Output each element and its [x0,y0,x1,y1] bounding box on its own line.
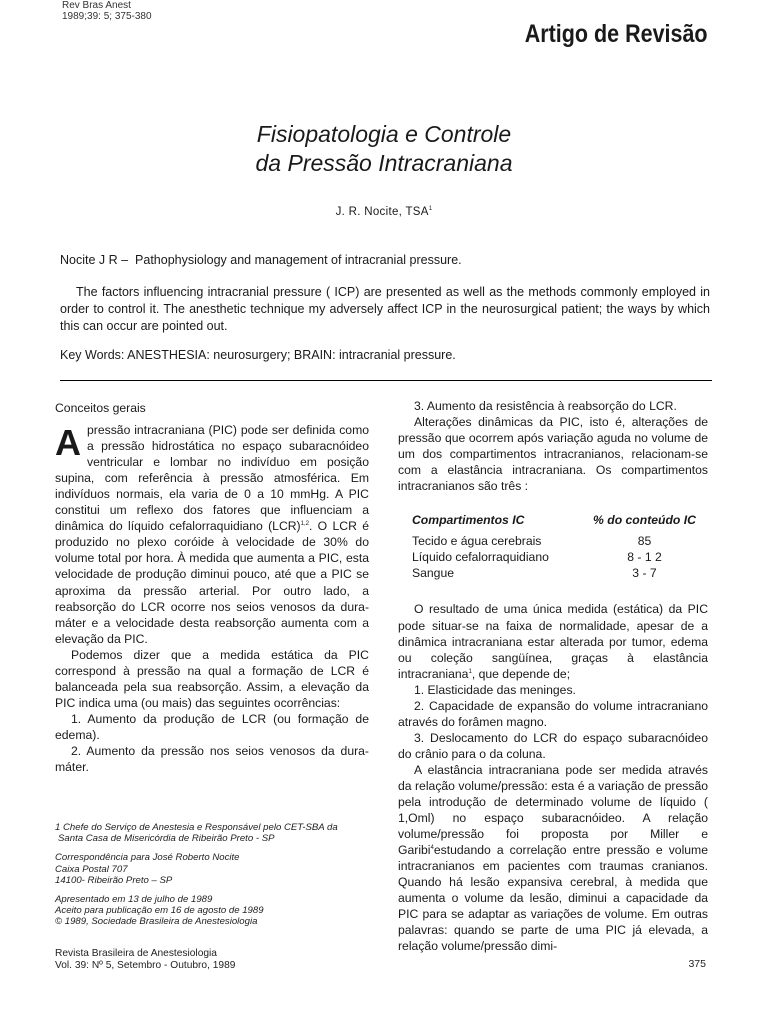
intro-text-a: pressão intracraniana (PIC) pode ser definida como a pressão hidrostática no espaço subaracnóideo ventricular e lombar no indivíduo em posição supina, com referência à pressão atmosférica. Em indivíduos normais, ela varia de 0 a 10 mmHg. A PIC constitui um reflexo dos fatores que influenciam a dinâmica do líquido cefalorraquidiano (LCR) [55,423,369,534]
compartments-table [412,512,697,581]
correspondence-line: 14100- Ribeirão Preto – SP [55,874,173,886]
paragraph: Alterações dinâmicas da PIC, isto é, alterações de pressão que ocorrem após variação aguda no volume de um dos compartimentos intracranianos, relacionam-se com a elastância intracraniana. Os compartimentos intracranianos são três : [398,415,708,494]
list-item: 1. Elasticidade das meninges. [414,682,576,697]
journal-abbrev: Rev Bras Anest [62,0,131,11]
table-cell: Sangue [412,566,455,581]
citation-title: Pathophysiology and management of intracranial pressure. [135,253,462,267]
author-line [0,206,768,218]
correspondence-line: Correspondência para José Roberto Nocite [55,852,240,864]
list-item: 2. Capacidade de expansão do volume intracraniano através do forâmen magno. [398,698,708,729]
list-item: 1. Aumento da produção de LCR (ou formação de edema). [55,711,369,742]
table-row [412,565,697,581]
author-name: J. R. Nocite, TSA [335,206,429,218]
citation-author: Nocite J R – [60,253,129,267]
dates-line: Apresentado em 13 de julho de 1989 [55,894,213,906]
paragraph-text-a: O resultado de uma única medida (estática) da PIC pode situar-se na faixa de normalidade, apesar de a dinâmica intracraniana estar alterada por tumor, edema ou coleção sangüínea, graças à elastância intracraniana [398,602,708,681]
footnotes [55,822,355,928]
affiliation-footnote-cont: Santa Casa de Misericórdia de Ribeirão Preto - SP [58,833,275,845]
intro-text-b: . O LCR é produzido no plexo coróide à velocidade de 30% do volume total por hora. À medida que aumenta a PIC, esta velocidade de produção diminui pouco, até que a PIC se aproxima da pressão arterial. Por outro lado, a reabsorção do LCR ocorre nos seios venosos da dura-máter e a velocidade desta reabsorção aumenta com a elevação da PIC. [55,519,369,646]
drop-cap: A [55,422,81,464]
article-title [0,120,768,178]
dates-line: Aceito para publicação em 16 de agosto de 1989 [55,905,264,917]
paragraph-text-a: A elastância intracraniana pode ser medida através da relação volume/pressão: esta é a variação de pressão pela introdução de determinado volume de líquido ( 1,Oml) no espaço subaracnóideo. A relação volume/pressão foi proposta por Miller e Garibi [398,762,708,858]
list-item: 2. Aumento da pressão nos seios venosos da dura-máter. [55,743,369,775]
table-header: Compartimentos IC [412,513,525,528]
right-column [398,398,708,955]
paragraph: Podemos dizer que a medida estática da PIC correspond à pressão na qual a formação de LCR é balanceada pela sua reabsorção. Assim, a elevação da PIC indica uma (ou mais) das seguintes ocorrências: [55,647,369,710]
table-header: % do conteúdo IC [593,513,696,528]
paragraph [398,762,708,955]
abstract-citation [60,252,710,269]
paragraph [398,601,708,681]
journal-volume: 1989;39: 5; 375-380 [62,11,152,22]
table-cell: Líquido cefalorraquidiano [412,550,549,565]
section-label: Artigo de Revisão [525,20,708,48]
journal-reference [62,0,152,22]
author-footnote-mark: 1 [428,206,433,213]
page-number: 375 [688,958,706,970]
abstract-keywords: Key Words: ANESTHESIA: neurosurgery; BRAIN: intracranial pressure. [60,348,456,362]
left-column [55,400,369,775]
abstract-body: The factors influencing intracranial pressure ( ICP) are presented as well as the methods commonly employed in order to control it. The anesthetic technique my adversely affect ICP in the neurosurgical patient; the ways by which this can occur are pointed out. [60,285,710,333]
affiliation-footnote: 1 Chefe do Serviço de Anestesia e Responsável pelo CET-SBA da [55,822,338,833]
footer-journal-issue: Vol. 39: Nº 5, Setembro - Outubro, 1989 [55,959,236,971]
paragraph-text-b: estudando a correlação entre pressão e volume intracranianos em pacientes com traumas cranianos. Quando há lesão expansiva cerebral, à medida que aumenta o volume da lesão, diminui a capacidade da PIC para se adaptar as variações de volume. Em outras palavras: quando se parte de uma PIC já elevada, a relação volume/pressão dimi- [398,843,708,954]
table-row [412,533,697,549]
footer-journal [55,948,235,971]
title-line-2: da Pressão Intracraniana [255,150,513,176]
section-divider [60,380,712,381]
citation-mark: 1 [468,668,472,675]
section-heading: Conceitos gerais [55,401,146,415]
intro-paragraph [55,422,369,647]
table-cell: 8 - 1 2 [627,550,662,565]
table-header-row [412,512,697,528]
table-cell: 3 - 7 [632,566,657,581]
table-cell: 85 [637,534,652,549]
copyright-line: © 1989, Sociedade Brasileira de Anestesiologia [55,916,258,928]
citation-mark: 4 [430,845,434,852]
english-abstract [60,252,710,364]
citation-mark: 1,2 [300,521,309,528]
table-row [412,549,697,565]
title-line-1: Fisiopatologia e Controle [256,121,512,147]
footer-journal-name: Revista Brasileira de Anestesiologia [55,948,217,959]
paragraph-text-b: , que depende de; [471,666,571,681]
list-item: 3. Deslocamento do LCR do espaço subaracnóideo do crânio para o da coluna. [398,730,708,761]
list-item: 3. Aumento da resistência à reabsorção do LCR. [414,399,677,413]
table-cell: Tecido e água cerebrais [412,534,542,549]
correspondence-line: Caixa Postal 707 [55,863,128,875]
